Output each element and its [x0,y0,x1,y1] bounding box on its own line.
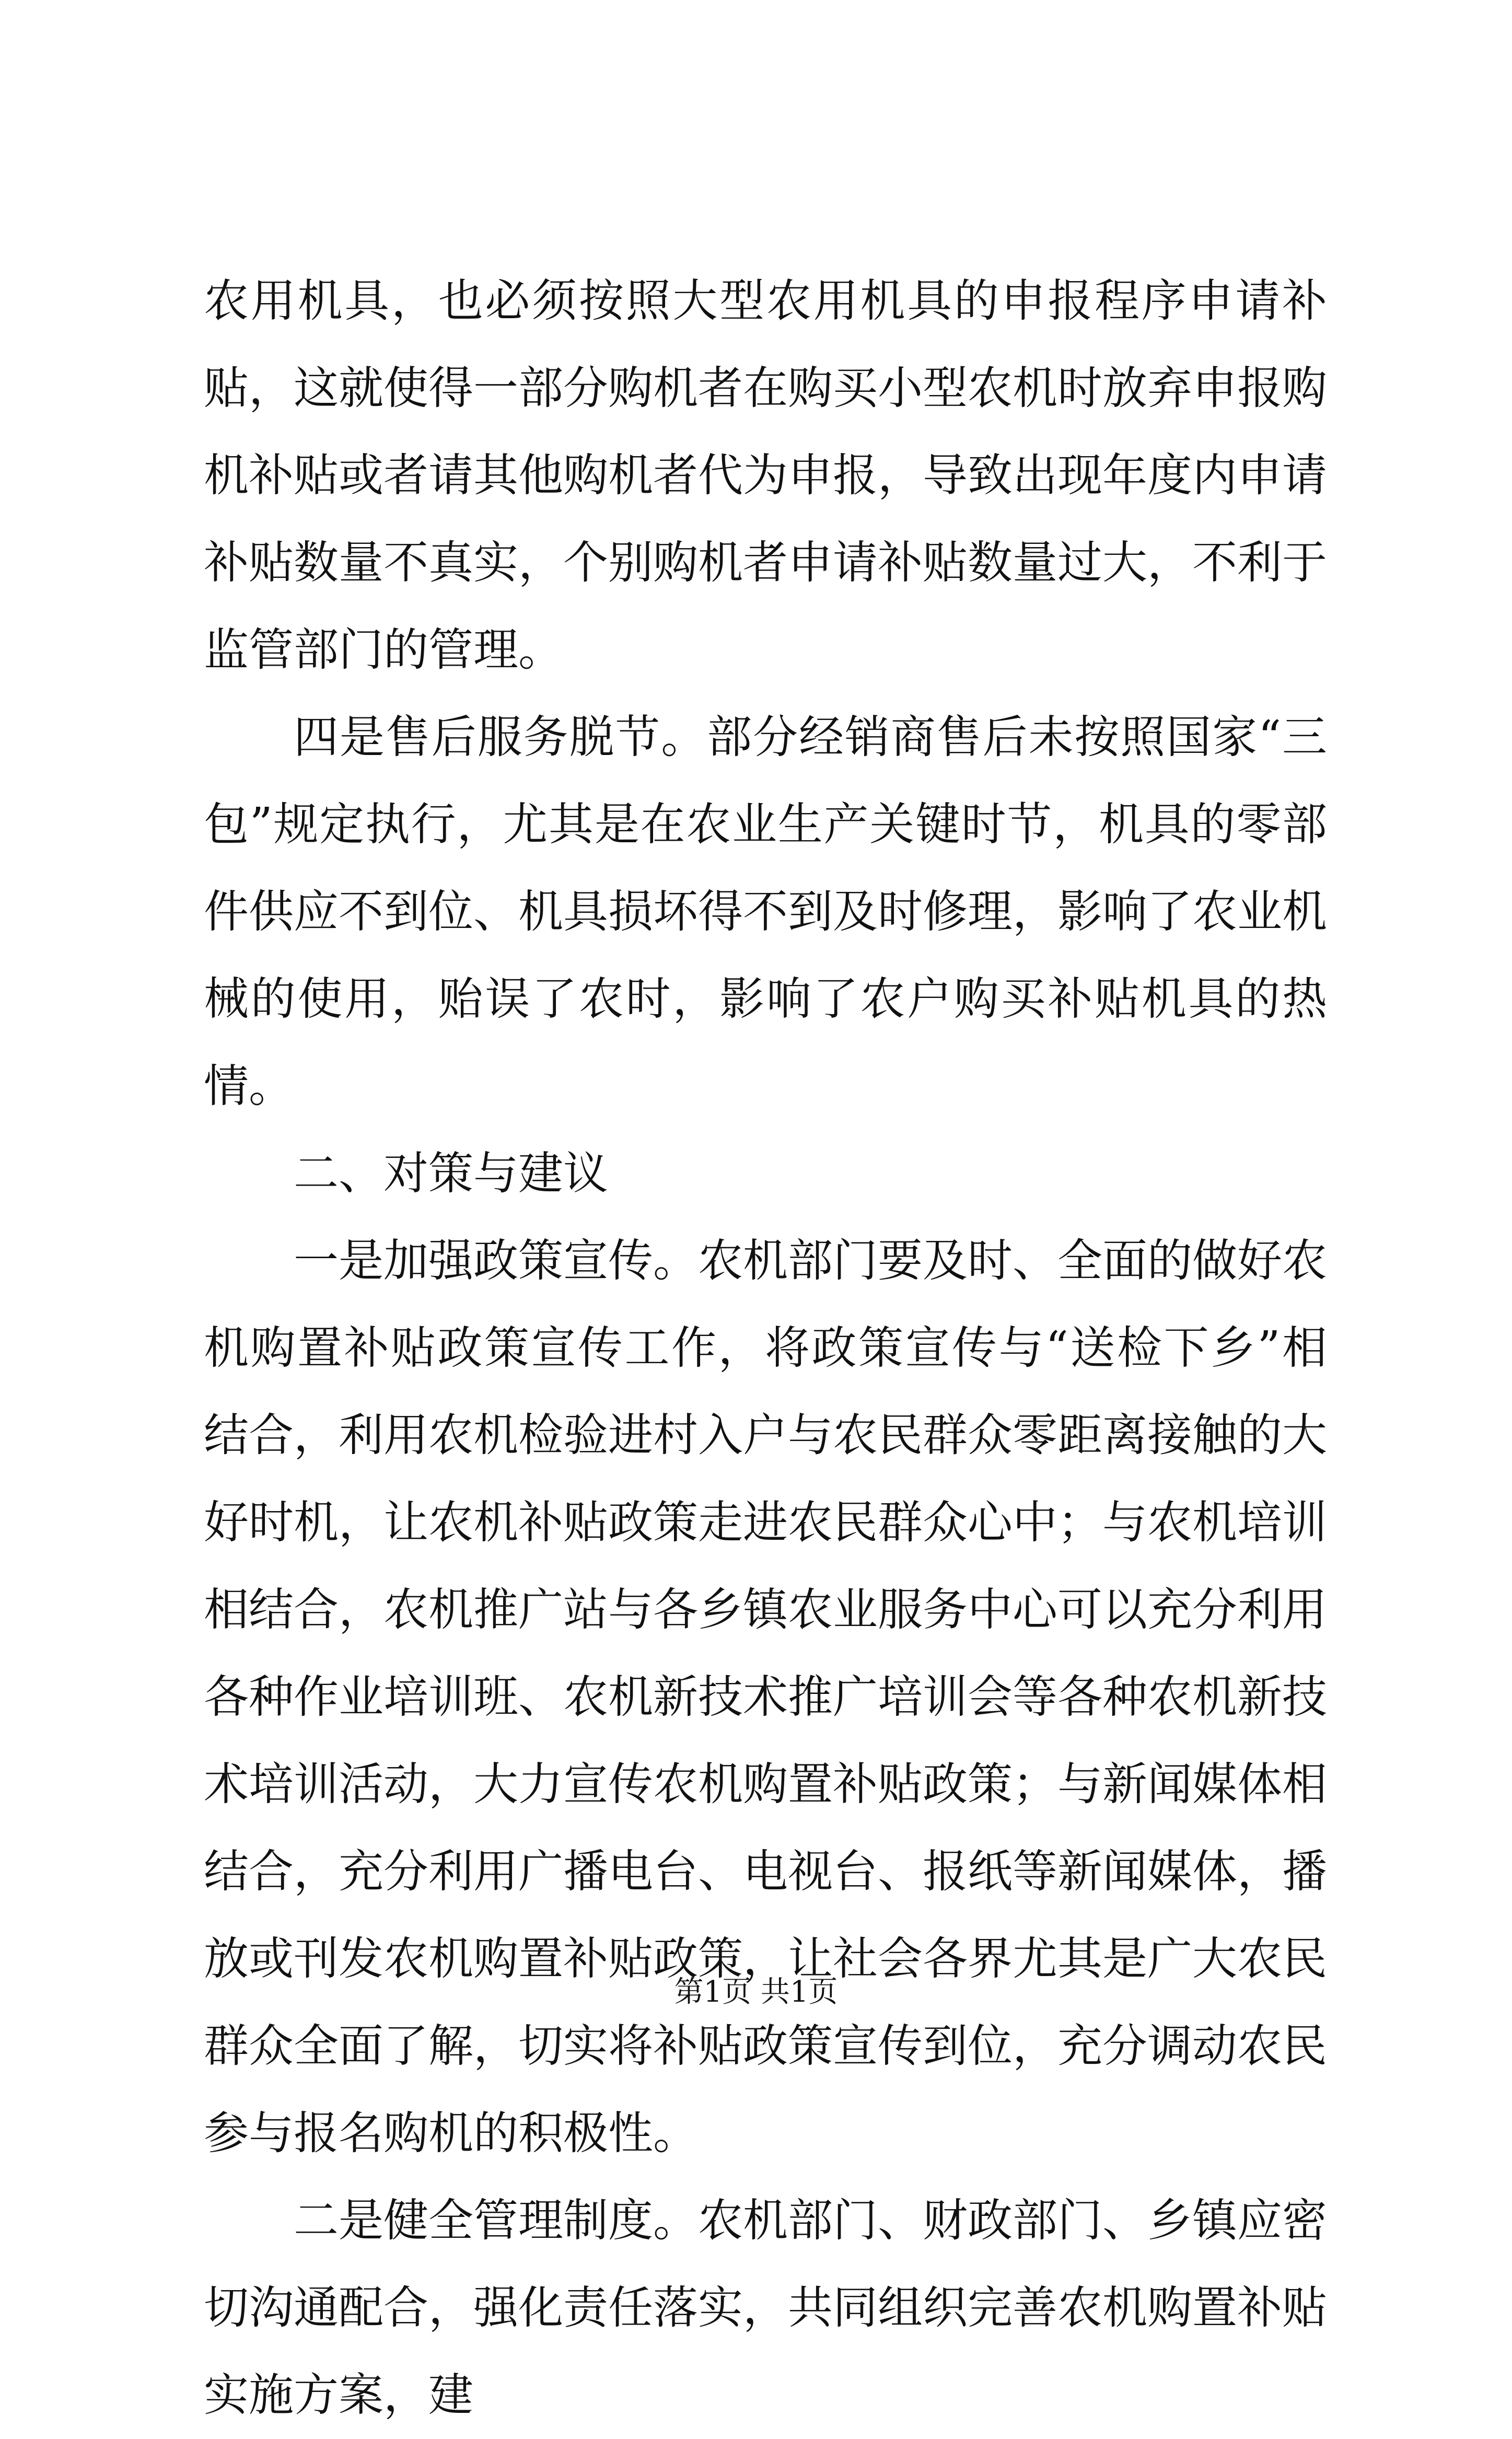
paragraph-policy-publicity: 一是加强政策宣传。农机部门要及时、全面的做好农机购置补贴政策宣传工作，将政策宣传与“送检下乡”相结合，利用农机检验进村入户与农民群众零距离接触的大好时机，让农机补贴政策走进农民群众心中；与农机培训相结合，农机推广站与各乡镇农业服务中心可以充分利用各种作业培训班、农机新技术推广培训会等各种农机新技术培训活动，大力宣传农机购置补贴政策；与新闻媒体相结合，充分利用广播电台、电视台、报纸等新闻媒体，播放或刊发农机购置补贴政策，让社会各界尤其是广大农民群众全面了解，切实将补贴政策宣传到位，充分调动农民参与报名购机的积极性。 [204,1235,1327,2159]
document-body [204,258,1327,2439]
paragraph-after-sales-service: 四是售后服务脱节。部分经销商售后未按照国家“三包”规定执行，尤其是在农业生产关键时节，机具的零部件供应不到位、机具损坏得不到及时修理，影响了农业机械的使用，贻误了农时，影响了农户购买补贴机具的热情。 [204,711,1327,1112]
page-footer: 第1页 共1页 [674,1975,838,2009]
paragraph-management-system: 二是健全管理制度。农机部门、财政部门、乡镇应密切沟通配合，强化责任落实，共同组织完善农机购置补贴实施方案，建 [204,2194,1327,2421]
paragraph-continuation: 农用机具，也必须按照大型农用机具的申报程序申请补贴，这就使得一部分购机者在购买小型农机时放弃申报购机补贴或者请其他购机者代为申报，导致出现年度内申请补贴数量不真实，个别购机者申请补贴数量过大，不利于监管部门的管理。 [204,275,1327,676]
section-heading-countermeasures: 二、对策与建议 [294,1147,608,1200]
